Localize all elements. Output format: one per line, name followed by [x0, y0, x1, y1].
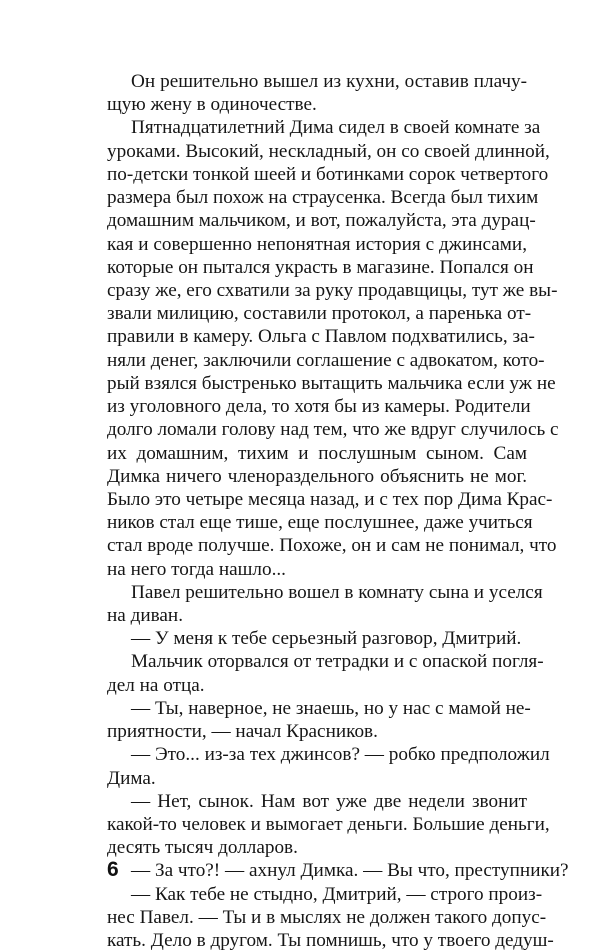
text-line: — Как тебе не стыдно, Дмитрий, — строго произ- — [131, 883, 543, 905]
text-line: по-детски тонкой шеей и ботинками сорок четвертого — [107, 163, 549, 185]
text-line: уроками. Высокий, нескладный, он со своей длинной, — [107, 140, 550, 162]
text-line: которые он пытался украсть в магазине. Попался он — [107, 256, 534, 278]
text-line: няли денег, заключили соглашение с адвокатом, кото- — [107, 349, 545, 371]
text-line: — За что?! — ахнул Димка. — Вы что, преступники? — [131, 860, 569, 882]
text-line: нес Павел. — Ты и в мыслях не должен такого допус- — [107, 906, 547, 928]
text-line: — Нет, сынок. Нам вот уже две недели звонит — [131, 790, 527, 812]
text-line: щую жену в одиночестве. — [107, 94, 317, 116]
text-line: дел на отца. — [107, 674, 205, 696]
text-line: на него тогда нашло... — [107, 558, 286, 580]
text-line: из уголовного дела, то хотя бы из камеры. Родители — [107, 396, 531, 418]
text-line: приятности, — начал Красников. — [107, 721, 378, 743]
text-line: сразу же, его схватили за руку продавщицы, тут же вы- — [107, 279, 558, 301]
text-line: ников стал еще тише, еще послушнее, даже учиться — [107, 512, 533, 534]
text-line: Дима. — [107, 767, 156, 789]
text-line: Он решительно вышел из кухни, оставив плачу- — [131, 71, 527, 92]
text-line: размера был похож на страусенка. Всегда был тихим — [107, 187, 539, 209]
text-line: их домашним, тихим и послушным сыном. Сам — [107, 442, 527, 464]
text-line: какой-то человек и вымогает деньги. Большие деньги, — [107, 814, 550, 835]
text-line: звали милицию, составили протокол, а паренька от- — [107, 303, 532, 325]
body-text — [107, 70, 569, 952]
text-line: — Ты, наверное, не знаешь, но у нас с мамой не- — [131, 697, 531, 719]
text-line: кать. Дело в другом. Ты помнишь, что у твоего дедуш- — [107, 930, 554, 952]
text-line: Павел решительно вошел в комнату сына и уселся — [131, 581, 543, 603]
text-line: — У меня к тебе серьезный разговор, Дмитрий. — [131, 628, 522, 650]
text-line: домашним мальчиком, и вот, пожалуйста, эта дурац- — [107, 210, 536, 232]
text-line: рый взялся быстренько вытащить мальчика если уж не — [107, 372, 556, 394]
text-line: стал вроде получше. Похоже, он и сам не понимал, что — [107, 535, 557, 557]
text-line: правили в камеру. Ольга с Павлом подхватились, за- — [107, 326, 535, 348]
text-line: десять тысяч долларов. — [107, 837, 298, 859]
text-line: — Это... из-за тех джинсов? — робко предположил — [131, 744, 550, 766]
text-line: Было это четыре месяца назад, и с тех пор Дима Крас- — [107, 488, 553, 510]
text-line: долго ломали голову над тем, что же вдруг случилось с — [107, 419, 559, 441]
text-line: кая и совершенно непонятная история с джинсами, — [107, 233, 527, 255]
text-line: Димка ничего членораздельного объяснить не мог. — [107, 465, 527, 487]
text-line: Мальчик оторвался от тетрадки и с опаской погля- — [131, 651, 544, 673]
page-number: 6 — [107, 858, 119, 881]
text-line: на диван. — [107, 605, 184, 627]
text-line: Пятнадцатилетний Дима сидел в своей комнате за — [131, 117, 541, 139]
